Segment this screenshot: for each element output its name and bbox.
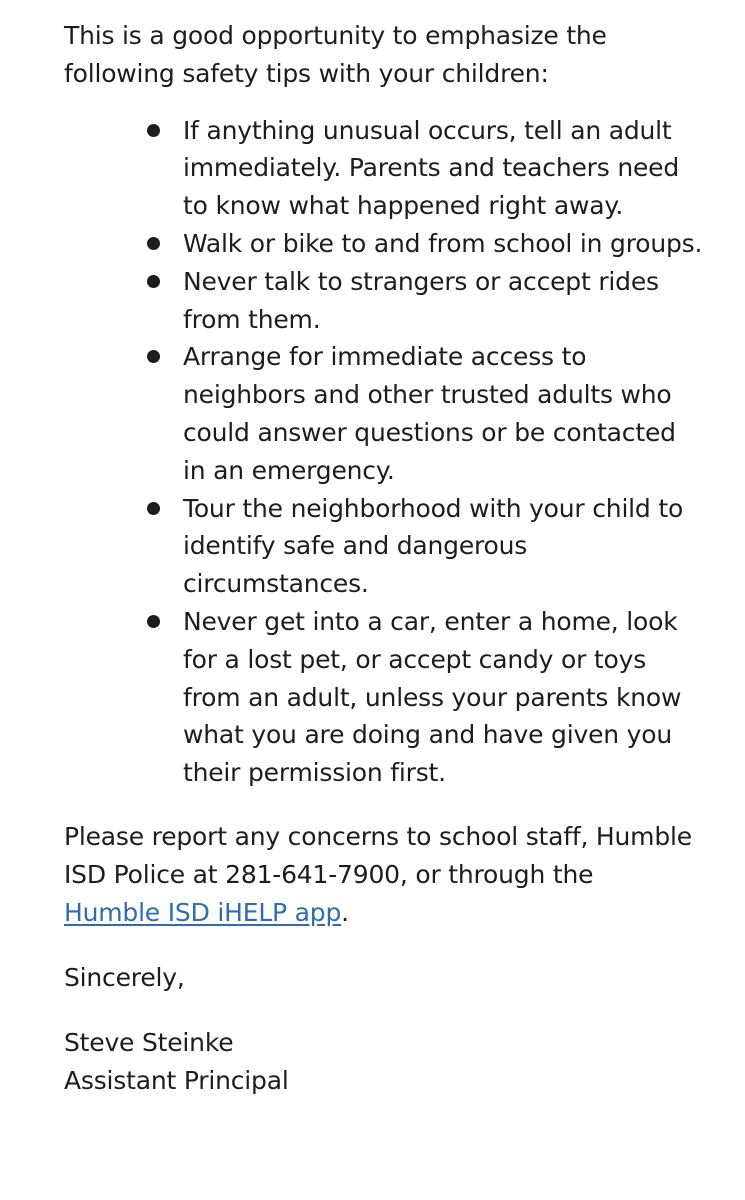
bullet-icon xyxy=(147,615,160,628)
bullet-icon xyxy=(147,502,160,515)
safety-tip xyxy=(64,338,703,489)
report-paragraph xyxy=(64,818,694,931)
safety-tip xyxy=(64,490,703,603)
signature-title: Assistant Principal xyxy=(64,1065,289,1095)
closing: Sincerely, xyxy=(64,963,185,993)
safety-tip-text: Never talk to strangers or accept rides from them. xyxy=(183,266,659,334)
intro-paragraph: This is a good opportunity to emphasize the following safety tips with your children: xyxy=(64,21,607,88)
signature-name: Steve Steinke xyxy=(64,1028,234,1058)
bullet-icon xyxy=(147,275,160,288)
report-text: Please report any concerns to school staff, Humble ISD Police at 281-641-7900, or through the xyxy=(64,821,692,889)
safety-tip-text: Tour the neighborhood with your child to identify safe and dangerous circumstances. xyxy=(183,493,684,599)
safety-tip-text: Walk or bike to and from school in groups. xyxy=(183,228,703,258)
safety-tip xyxy=(64,225,703,263)
safety-tip-text: Never get into a car, enter a home, look for a lost pet, or accept candy or toys from an adult, unless your parents know what you are doing and have given you their permission first. xyxy=(183,606,682,788)
signature-block xyxy=(64,1024,705,1100)
bullet-icon xyxy=(147,124,160,137)
safety-tip-text: Arrange for immediate access to neighbors and other trusted adults who could answer questions or be contacted in an emergency. xyxy=(183,342,676,485)
report-period: . xyxy=(341,897,349,927)
bullet-icon xyxy=(147,350,160,363)
bullet-icon xyxy=(147,237,160,250)
safety-tips-list xyxy=(64,112,705,792)
safety-tip xyxy=(64,263,703,339)
safety-tip-text: If anything unusual occurs, tell an adult immediately. Parents and teachers need to know what happened right away. xyxy=(183,115,680,221)
safety-tip xyxy=(64,112,703,225)
safety-tip xyxy=(64,603,703,792)
ihelp-app-link[interactable]: Humble ISD iHELP app xyxy=(64,897,342,927)
